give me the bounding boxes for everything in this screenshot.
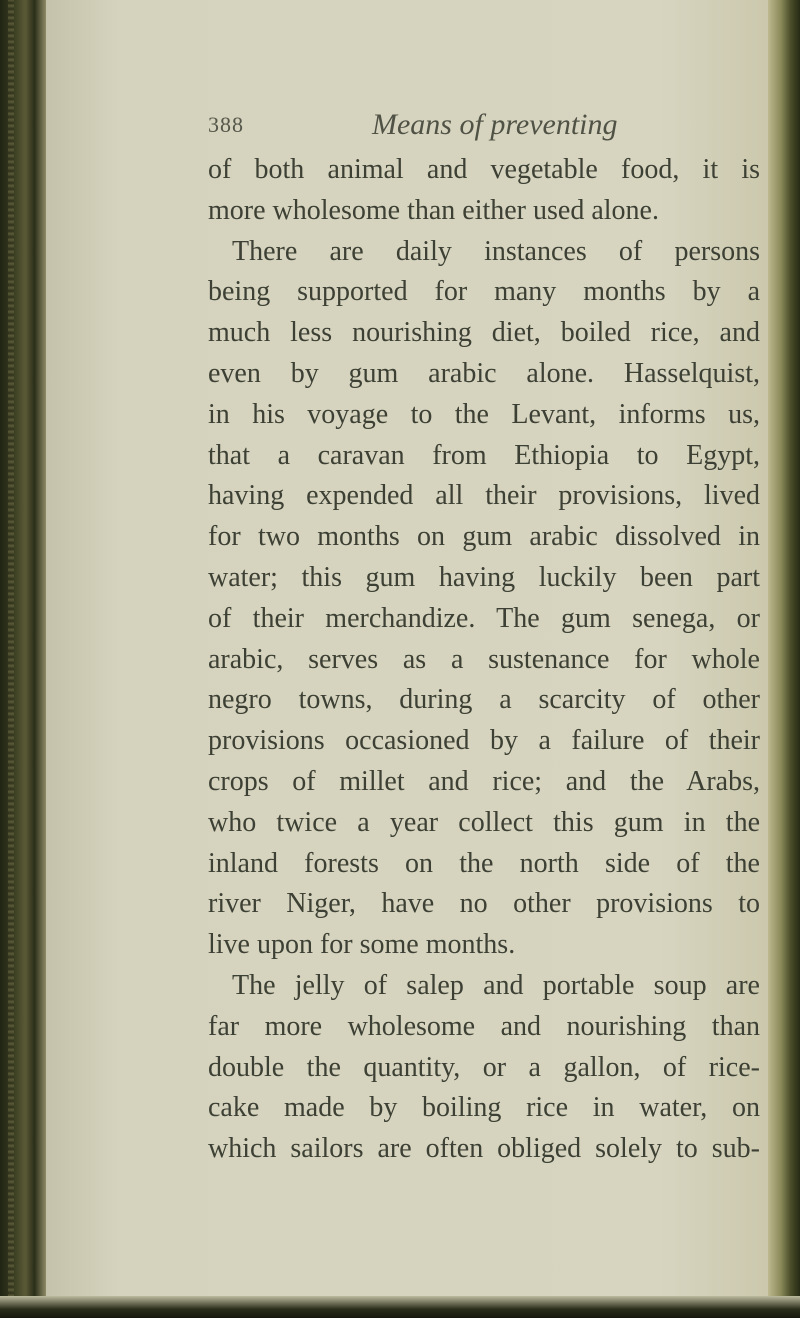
- text-line: even by gum arabic alone. Hasselquist,: [208, 357, 760, 389]
- text-line: having expended all their provisions, lived: [208, 480, 760, 512]
- text-line: live upon for some months.: [208, 929, 516, 961]
- book-gutter-left: [0, 0, 46, 1318]
- text-line: river Niger, have no other provisions to: [208, 888, 760, 920]
- text-line: for two months on gum arabic dissolved in: [208, 521, 760, 553]
- text-line: more wholesome than either used alone.: [208, 194, 659, 226]
- text-line: cake made by boiling rice in water, on: [208, 1092, 760, 1124]
- text-line: much less nourishing diet, boiled rice, and: [208, 317, 760, 349]
- book-bottom-edge: [0, 1296, 800, 1318]
- text-line: The jelly of salep and portable soup are: [232, 969, 760, 1001]
- page-header: [208, 98, 768, 148]
- text-line: provisions occasioned by a failure of their: [208, 725, 760, 757]
- text-line: who twice a year collect this gum in the: [208, 806, 760, 838]
- text-line: being supported for many months by a: [208, 276, 760, 308]
- text-line: far more wholesome and nourishing than: [208, 1010, 760, 1042]
- text-line: of their merchandize. The gum senega, or: [208, 602, 760, 634]
- text-line: of both animal and vegetable food, it is: [208, 154, 760, 185]
- text-line: negro towns, during a scarcity of other: [208, 684, 760, 716]
- text-line: There are daily instances of persons: [232, 235, 760, 267]
- text-line: in his voyage to the Levant, informs us,: [208, 398, 760, 430]
- running-head: Means of preventing: [372, 108, 618, 141]
- text-line: that a caravan from Ethiopia to Egypt,: [208, 439, 760, 471]
- text-line: inland forests on the north side of the: [208, 847, 760, 879]
- text-line: crops of millet and rice; and the Arabs,: [208, 765, 760, 797]
- body-text: [208, 150, 760, 1170]
- page-number: 388: [208, 112, 244, 137]
- book-edge-right: [768, 0, 800, 1318]
- text-line: arabic, serves as a sustenance for whole: [208, 643, 760, 675]
- text-line: double the quantity, or a gallon, of rice-: [208, 1051, 760, 1083]
- text-line: which sailors are often obliged solely to sub-: [208, 1133, 760, 1165]
- text-line: water; this gum having luckily been part: [208, 561, 760, 593]
